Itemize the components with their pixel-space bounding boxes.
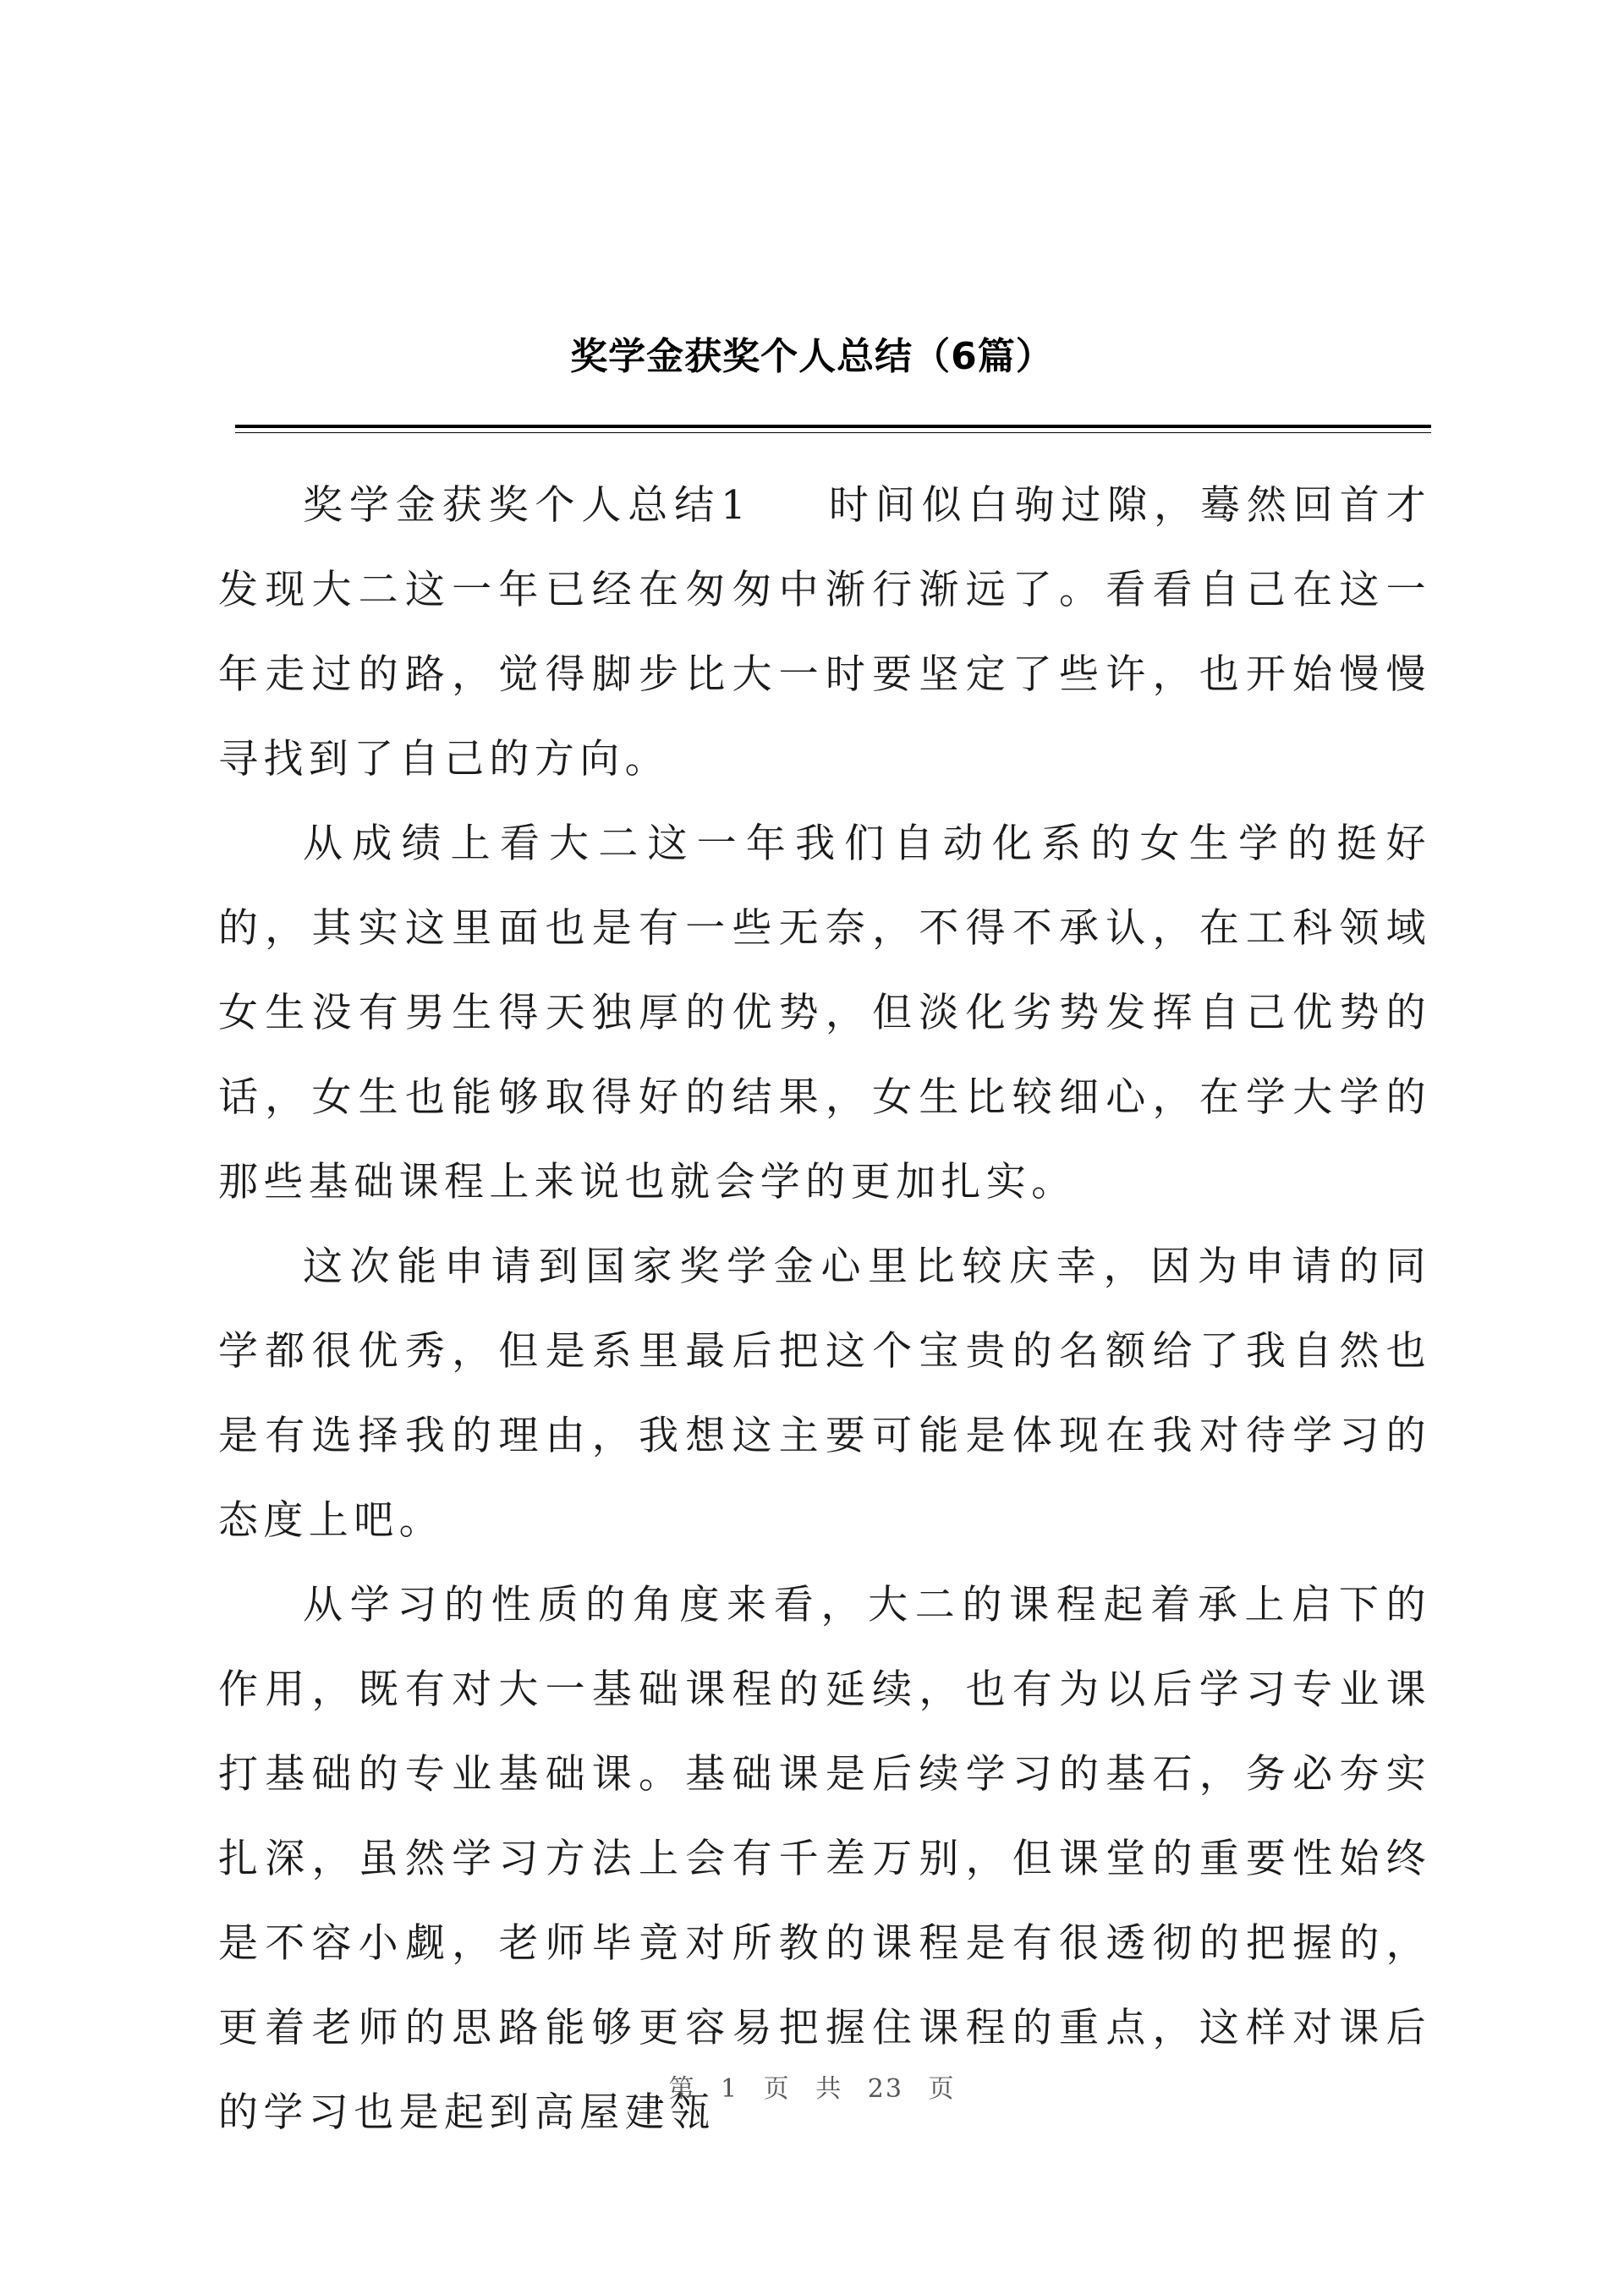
paragraph-4: 从学习的性质的角度来看，大二的课程起着承上启下的作用，既有对大一基础课程的延续，也有为以后学习专业课打基础的专业基础课。基础课是后续学习的基石，务必夯实扎深，虽然学习方法上会有千差万别，但课堂的重要性始终是不容小觑，老师毕竟对所教的课程是有很透彻的把握的，更着老师的思路能够更容易把握住课程的重点，这样对课后的学习也是起到高屋建瓴 bbox=[218, 1582, 1431, 2136]
paragraph-2: 从成绩上看大二这一年我们自动化系的女生学的挺好的，其实这里面也是有一些无奈，不得不承认，在工科领域女生没有男生得天独厚的优势，但淡化劣势发挥自己优势的话，女生也能够取得好的结果，女生比较细心，在学大学的那些基础课程上来说也就会学的更加扎实。 bbox=[218, 821, 1431, 1205]
paragraph-1-text: 时间似白驹过隙，蓦然回首才发现大二这一年已经在匆匆中渐行渐远了。看看自己在这一年走过的路，觉得脚步比大一时要坚定了些许，也开始慢慢寻找到了自己的方向。 bbox=[218, 482, 1431, 782]
paragraph-1 bbox=[218, 464, 1431, 802]
document-title: 奖学金获奖个人总结（6篇） bbox=[570, 335, 1054, 378]
paragraph-1-heading: 奖学金获奖个人总结1 bbox=[303, 482, 752, 529]
page-footer: 第 1 页 共 23 页 bbox=[668, 2074, 956, 2104]
document-body bbox=[218, 464, 1431, 2155]
title-rule-thin bbox=[235, 432, 1431, 433]
paragraph-3: 这次能申请到国家奖学金心里比较庆幸，因为申请的同学都很优秀，但是系里最后把这个宝贵的名额给了我自然也是有选择我的理由，我想这主要可能是体现在我对待学习的态度上吧。 bbox=[218, 1244, 1431, 1544]
title-rule-thick bbox=[235, 425, 1431, 428]
